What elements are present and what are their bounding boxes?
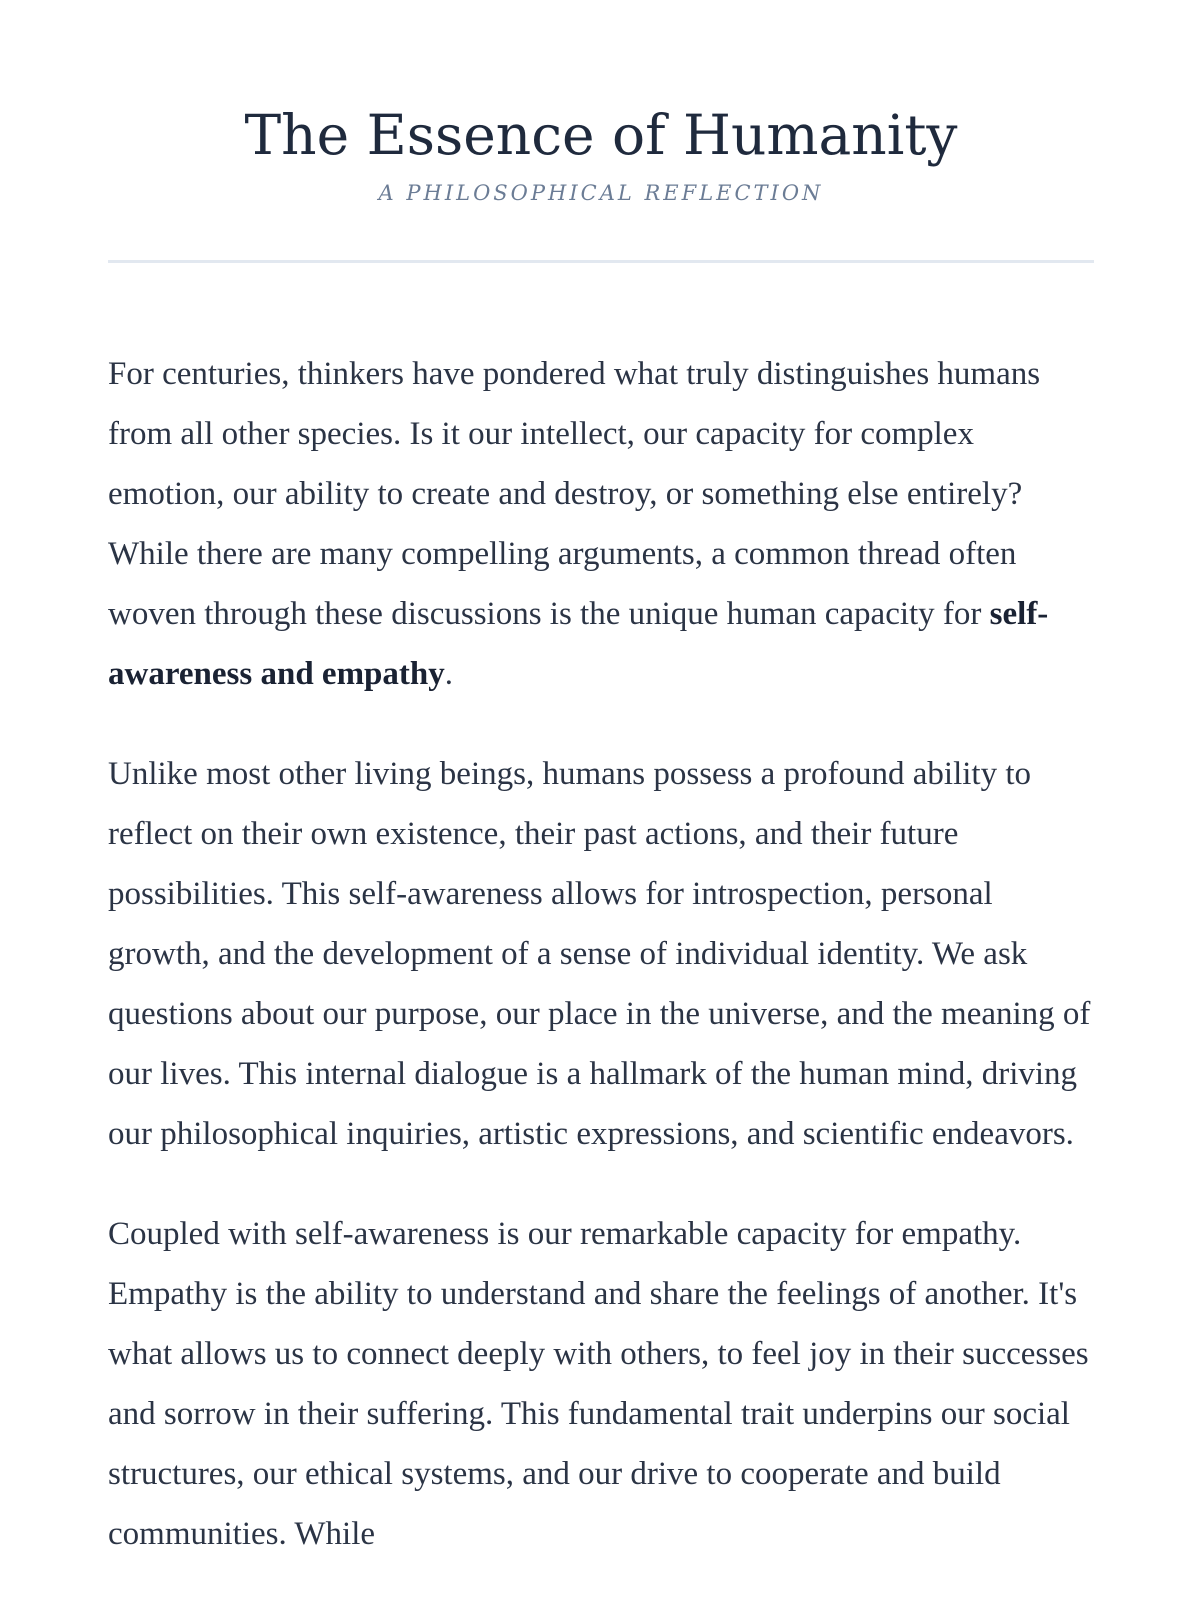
document-subtitle: A PHILOSOPHICAL REFLECTION — [378, 181, 824, 205]
header-divider — [108, 260, 1094, 263]
paragraph-3: Coupled with self-awareness is our remarkable capacity for empathy. Empathy is the ability to understand and share the feelings of another. It's what allows us to connect deeply with others, to feel joy in their successes and sorrow in their suffering. This fundamental trait underpins our social structures, our ethical systems, and our drive to cooperate and build communities. While — [108, 1216, 1089, 1552]
paragraph-1-emphasis: self-awareness and empathy — [108, 596, 1049, 692]
paragraph-1-text: For centuries, thinkers have pondered what truly distinguishes humans from all other species. Is it our intellect, our capacity for complex emotion, our ability to create and destroy, or something else entirely? While there are many compelling arguments, a common thread often woven through these discussions is the unique human capacity for — [108, 356, 1041, 632]
document-title: The Essence of Humanity — [244, 103, 958, 167]
paragraph-1-end: . — [444, 656, 454, 692]
paragraph-1 — [108, 344, 1098, 704]
document-body — [108, 344, 1098, 1600]
paragraph-2: Unlike most other living beings, humans possess a profound ability to reflect on their own existence, their past actions, and their future possibilities. This self-awareness allows for introspection, personal growth, and the development of a sense of individual identity. We ask questions about our purpose, our place in the universe, and the meaning of our lives. This internal dialogue is a hallmark of the human mind, driving our philosophical inquiries, artistic expressions, and scientific endeavors. — [108, 756, 1091, 1152]
document-header — [108, 100, 1094, 208]
